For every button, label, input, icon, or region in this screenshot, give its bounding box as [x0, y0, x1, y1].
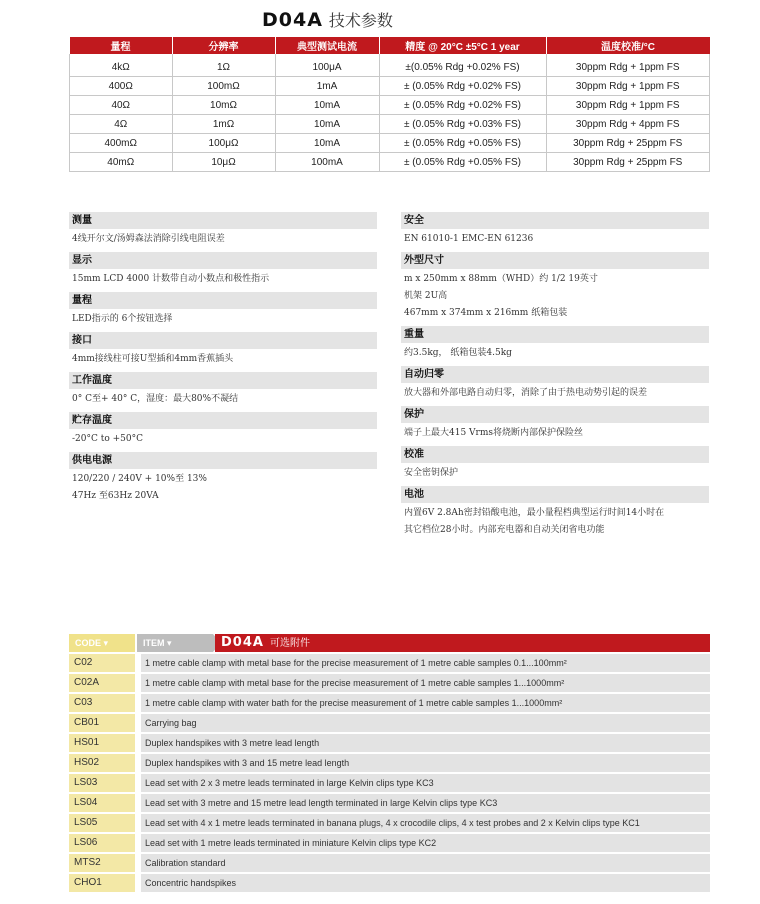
section-line: 467mm x 374mm x 216mm 纸箱包装 — [404, 308, 568, 318]
section-body — [69, 349, 377, 368]
spec-header-row — [70, 37, 710, 54]
section-heading: 工作温度 — [69, 372, 377, 389]
accessory-row — [69, 774, 710, 792]
accessory-row — [69, 654, 710, 672]
section-line: 约3.5kg， 纸箱包装4.5kg — [404, 348, 512, 358]
accessory-code: LS06 — [69, 834, 135, 852]
section-body — [401, 229, 709, 248]
page-title — [262, 8, 393, 32]
spec-cell: 4Ω — [70, 115, 173, 134]
accessories-model: D04A — [221, 635, 264, 650]
section-heading: 电池 — [401, 486, 709, 503]
spec-cell: 100μA — [275, 54, 379, 77]
spec-cell: 10mA — [275, 96, 379, 115]
accessory-description: Lead set with 3 metre and 15 metre lead length terminated in large Kelvin clips type KC3 — [141, 794, 710, 812]
accessory-code: CB01 — [69, 714, 135, 732]
accessory-row — [69, 794, 710, 812]
left-spec-column — [69, 212, 377, 509]
section-body — [69, 309, 377, 328]
spec-cell: 1mA — [275, 77, 379, 96]
accessory-description: Duplex handspikes with 3 metre lead length — [141, 734, 710, 752]
spec-cell: 10mΩ — [172, 96, 275, 115]
spec-row — [70, 96, 710, 115]
accessories-header — [69, 634, 710, 652]
spec-row — [70, 77, 710, 96]
accessory-row — [69, 694, 710, 712]
section-heading: 显示 — [69, 252, 377, 269]
accessory-description: Lead set with 1 metre leads terminated in miniature Kelvin clips type KC2 — [141, 834, 710, 852]
section-line: 0° C至+ 40° C，湿度：最大80%不凝结 — [72, 394, 239, 404]
section-body — [69, 469, 377, 505]
spec-cell: ± (0.05% Rdg +0.02% FS) — [379, 96, 546, 115]
accessory-row — [69, 674, 710, 692]
section-line: 内置6V 2.8Ah密封铅酸电池，最小量程档典型运行时间14小时在 — [404, 508, 665, 518]
accessories-table — [69, 634, 710, 892]
section-body — [69, 269, 377, 288]
section-body — [401, 423, 709, 442]
accessory-code: LS04 — [69, 794, 135, 812]
section-line: EN 61010-1 EMC-EN 61236 — [404, 234, 534, 244]
section-body — [401, 383, 709, 402]
spec-section — [69, 332, 377, 368]
accessory-description: Lead set with 2 x 3 metre leads terminated in large Kelvin clips type KC3 — [141, 774, 710, 792]
accessories-subtitle: 可选附件 — [269, 638, 310, 649]
accessory-code: HS02 — [69, 754, 135, 772]
accessory-row — [69, 874, 710, 892]
spec-cell: 100mA — [275, 153, 379, 172]
section-line: 120/220 / 240V + 10%至 13% — [72, 474, 207, 484]
spec-cell: 400mΩ — [70, 134, 173, 153]
section-body — [69, 389, 377, 408]
accessory-code: LS05 — [69, 814, 135, 832]
accessories-title — [215, 634, 710, 652]
spec-cell: 10μΩ — [172, 153, 275, 172]
accessory-code: MTS2 — [69, 854, 135, 872]
section-line: 端子上最大415 Vrms将烧断内部保护保险丝 — [404, 428, 583, 438]
spec-section — [401, 486, 709, 539]
section-line: 4线开尔文/汤姆森法消除引线电阻误差 — [72, 234, 225, 244]
title-subtitle: 技术参数 — [328, 11, 393, 30]
accessory-description: Carrying bag — [141, 714, 710, 732]
spec-section — [69, 412, 377, 448]
section-line: 机架 2U高 — [404, 291, 448, 301]
spec-section — [69, 212, 377, 248]
spec-cell: 30ppm Rdg + 4ppm FS — [546, 115, 710, 134]
accessory-code: HS01 — [69, 734, 135, 752]
section-body — [401, 463, 709, 482]
section-heading: 量程 — [69, 292, 377, 309]
spec-table — [69, 37, 710, 172]
section-heading: 重量 — [401, 326, 709, 343]
section-heading: 测量 — [69, 212, 377, 229]
spec-cell: ± (0.05% Rdg +0.05% FS) — [379, 153, 546, 172]
spec-cell: 30ppm Rdg + 1ppm FS — [546, 96, 710, 115]
spec-cell: 4kΩ — [70, 54, 173, 77]
accessory-row — [69, 834, 710, 852]
spec-row — [70, 153, 710, 172]
section-line: 其它档位28小时。内部充电器和自动关闭省电功能 — [404, 525, 605, 535]
accessory-code: C03 — [69, 694, 135, 712]
spec-header-resolution: 分辨率 — [172, 37, 275, 54]
spec-cell: ± (0.05% Rdg +0.05% FS) — [379, 134, 546, 153]
spec-row — [70, 115, 710, 134]
section-line: 安全密钥保护 — [404, 468, 459, 478]
spec-cell: ±(0.05% Rdg +0.02% FS) — [379, 54, 546, 77]
spec-cell: 1Ω — [172, 54, 275, 77]
accessory-code: C02 — [69, 654, 135, 672]
spec-cell: 40Ω — [70, 96, 173, 115]
section-heading: 供电电源 — [69, 452, 377, 469]
section-line: -20°C to +50°C — [72, 434, 144, 444]
accessory-description: Concentric handspikes — [141, 874, 710, 892]
section-heading: 自动归零 — [401, 366, 709, 383]
section-heading: 贮存温度 — [69, 412, 377, 429]
section-line: 放大器和外部电路自动归零，消除了由于热电动势引起的误差 — [404, 388, 648, 398]
accessory-row — [69, 814, 710, 832]
spec-section — [69, 372, 377, 408]
section-heading: 安全 — [401, 212, 709, 229]
spec-section — [401, 406, 709, 442]
section-body — [69, 429, 377, 448]
spec-cell: ± (0.05% Rdg +0.03% FS) — [379, 115, 546, 134]
accessory-description: 1 metre cable clamp with water bath for the precise measurement of 1 metre cable samples 1...1000mm² — [141, 694, 710, 712]
spec-section — [401, 212, 709, 248]
spec-cell: 30ppm Rdg + 25ppm FS — [546, 153, 710, 172]
section-line: 15mm LCD 4000 计数带自动小数点和极性指示 — [72, 274, 270, 284]
spec-cell: 100μΩ — [172, 134, 275, 153]
accessory-description: Lead set with 4 x 1 metre leads terminated in banana plugs, 4 x crocodile clips, 4 x test probes and 2 x Kelvin clips type KC1 — [141, 814, 710, 832]
accessory-code: C02A — [69, 674, 135, 692]
section-heading: 接口 — [69, 332, 377, 349]
accessory-description: 1 metre cable clamp with metal base for the precise measurement of 1 metre cable samples 1...1000mm² — [141, 674, 710, 692]
accessory-code: CHO1 — [69, 874, 135, 892]
spec-cell: 40mΩ — [70, 153, 173, 172]
code-column-header[interactable]: CODE ▾ — [69, 634, 135, 652]
section-heading: 保护 — [401, 406, 709, 423]
title-model: D04A — [262, 9, 323, 31]
section-body — [69, 229, 377, 248]
spec-cell: 400Ω — [70, 77, 173, 96]
accessory-row — [69, 734, 710, 752]
item-column-header[interactable]: ITEM ▾ — [137, 634, 213, 652]
section-line: m x 250mm x 88mm（WHD）约 1/2 19英寸 — [404, 274, 598, 284]
spec-section — [401, 252, 709, 322]
spec-header-accuracy: 精度 @ 20°C ±5°C 1 year — [379, 37, 546, 54]
accessory-description: Calibration standard — [141, 854, 710, 872]
section-body — [401, 269, 709, 322]
section-body — [401, 343, 709, 362]
accessory-row — [69, 754, 710, 772]
spec-section — [401, 446, 709, 482]
section-line: 4mm接线柱可接U型插和4mm香蕉插头 — [72, 354, 234, 364]
spec-cell: 10mA — [275, 115, 379, 134]
accessory-row — [69, 854, 710, 872]
section-body — [401, 503, 709, 539]
accessory-description: 1 metre cable clamp with metal base for the precise measurement of 1 metre cable samples 0.1...100mm² — [141, 654, 710, 672]
spec-section — [69, 452, 377, 505]
spec-cell: 30ppm Rdg + 1ppm FS — [546, 54, 710, 77]
spec-row — [70, 54, 710, 77]
spec-cell: 1mΩ — [172, 115, 275, 134]
spec-section — [401, 366, 709, 402]
spec-section — [69, 292, 377, 328]
accessory-description: Duplex handspikes with 3 and 15 metre lead length — [141, 754, 710, 772]
right-spec-column — [401, 212, 709, 543]
spec-section — [69, 252, 377, 288]
spec-header-range: 量程 — [70, 37, 173, 54]
spec-cell: 10mA — [275, 134, 379, 153]
accessory-row — [69, 714, 710, 732]
accessory-code: LS03 — [69, 774, 135, 792]
spec-section — [401, 326, 709, 362]
section-line: 47Hz 至63Hz 20VA — [72, 491, 159, 501]
spec-cell: ± (0.05% Rdg +0.02% FS) — [379, 77, 546, 96]
section-heading: 校准 — [401, 446, 709, 463]
spec-header-current: 典型测试电流 — [275, 37, 379, 54]
spec-cell: 30ppm Rdg + 1ppm FS — [546, 77, 710, 96]
spec-cell: 30ppm Rdg + 25ppm FS — [546, 134, 710, 153]
section-heading: 外型尺寸 — [401, 252, 709, 269]
spec-header-tempco: 温度校准/°C — [546, 37, 710, 54]
section-line: LED指示的 6个按钮选择 — [72, 314, 173, 324]
spec-cell: 100mΩ — [172, 77, 275, 96]
spec-row — [70, 134, 710, 153]
